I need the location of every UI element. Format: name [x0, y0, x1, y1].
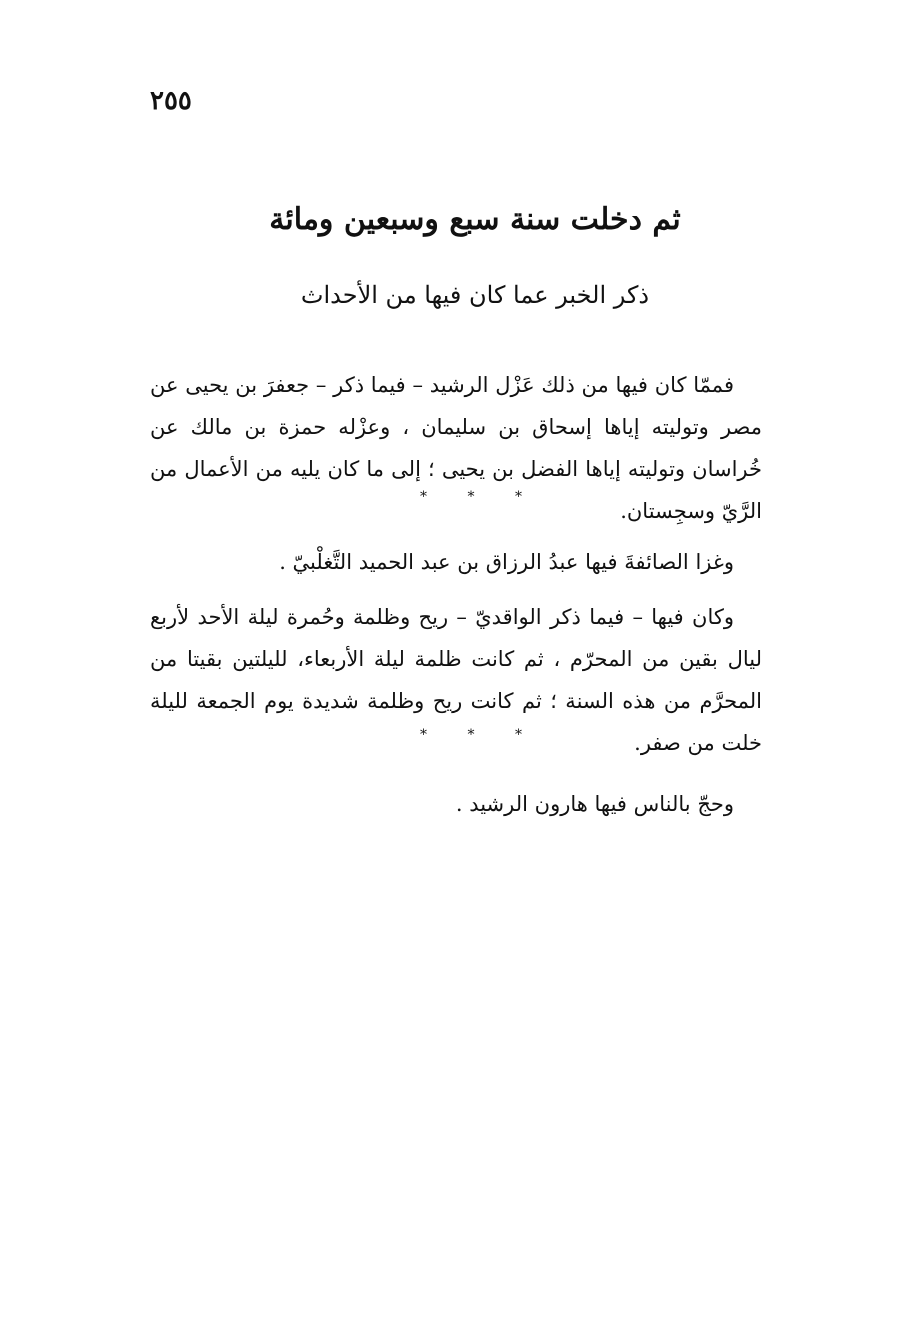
- paragraph-1: فممّا كان فيها من ذلك عَزْل الرشيد – فيما ذكر – جعفرَ بن يحيى عن مصر وتوليته إياها إسحاق بن سليمان ، وعزْله حمزة بن مالك عن خُراسان وتوليته إياها الفضل بن يحيى ؛ إلى ما كان يليه من الأعمال من الرَّيّ وسجِستان.: [150, 373, 762, 523]
- section-title: ثم دخلت سنة سبع وسبعين ومائة: [269, 202, 681, 237]
- paragraph-2: وغزا الصائفةَ فيها عبدُ الرزاق بن عبد الحميد التَّغلْبيّ .: [279, 550, 734, 574]
- page-number: ٢٥٥: [150, 86, 192, 116]
- section-divider-1: * * *: [420, 489, 540, 505]
- section-subtitle: ذكر الخبر عما كان فيها من الأحداث: [300, 281, 650, 309]
- paragraph-3: وكان فيها – فيما ذكر الواقديّ – ريح وظلمة وحُمرة ليلة الأحد لأربع ليال بقين من المحرّم ، ثم كانت ظلمة ليلة الأربعاء، لليلتين بقيتا من المحرَّم من هذه السنة ؛ ثم كانت ريح وظلمة شديدة يوم الجمعة لليلة خلت من صفر.: [150, 605, 762, 755]
- paragraph-4: وحجّ بالناس فيها هارون الرشيد .: [455, 792, 734, 816]
- section-divider-2: * * *: [420, 727, 540, 743]
